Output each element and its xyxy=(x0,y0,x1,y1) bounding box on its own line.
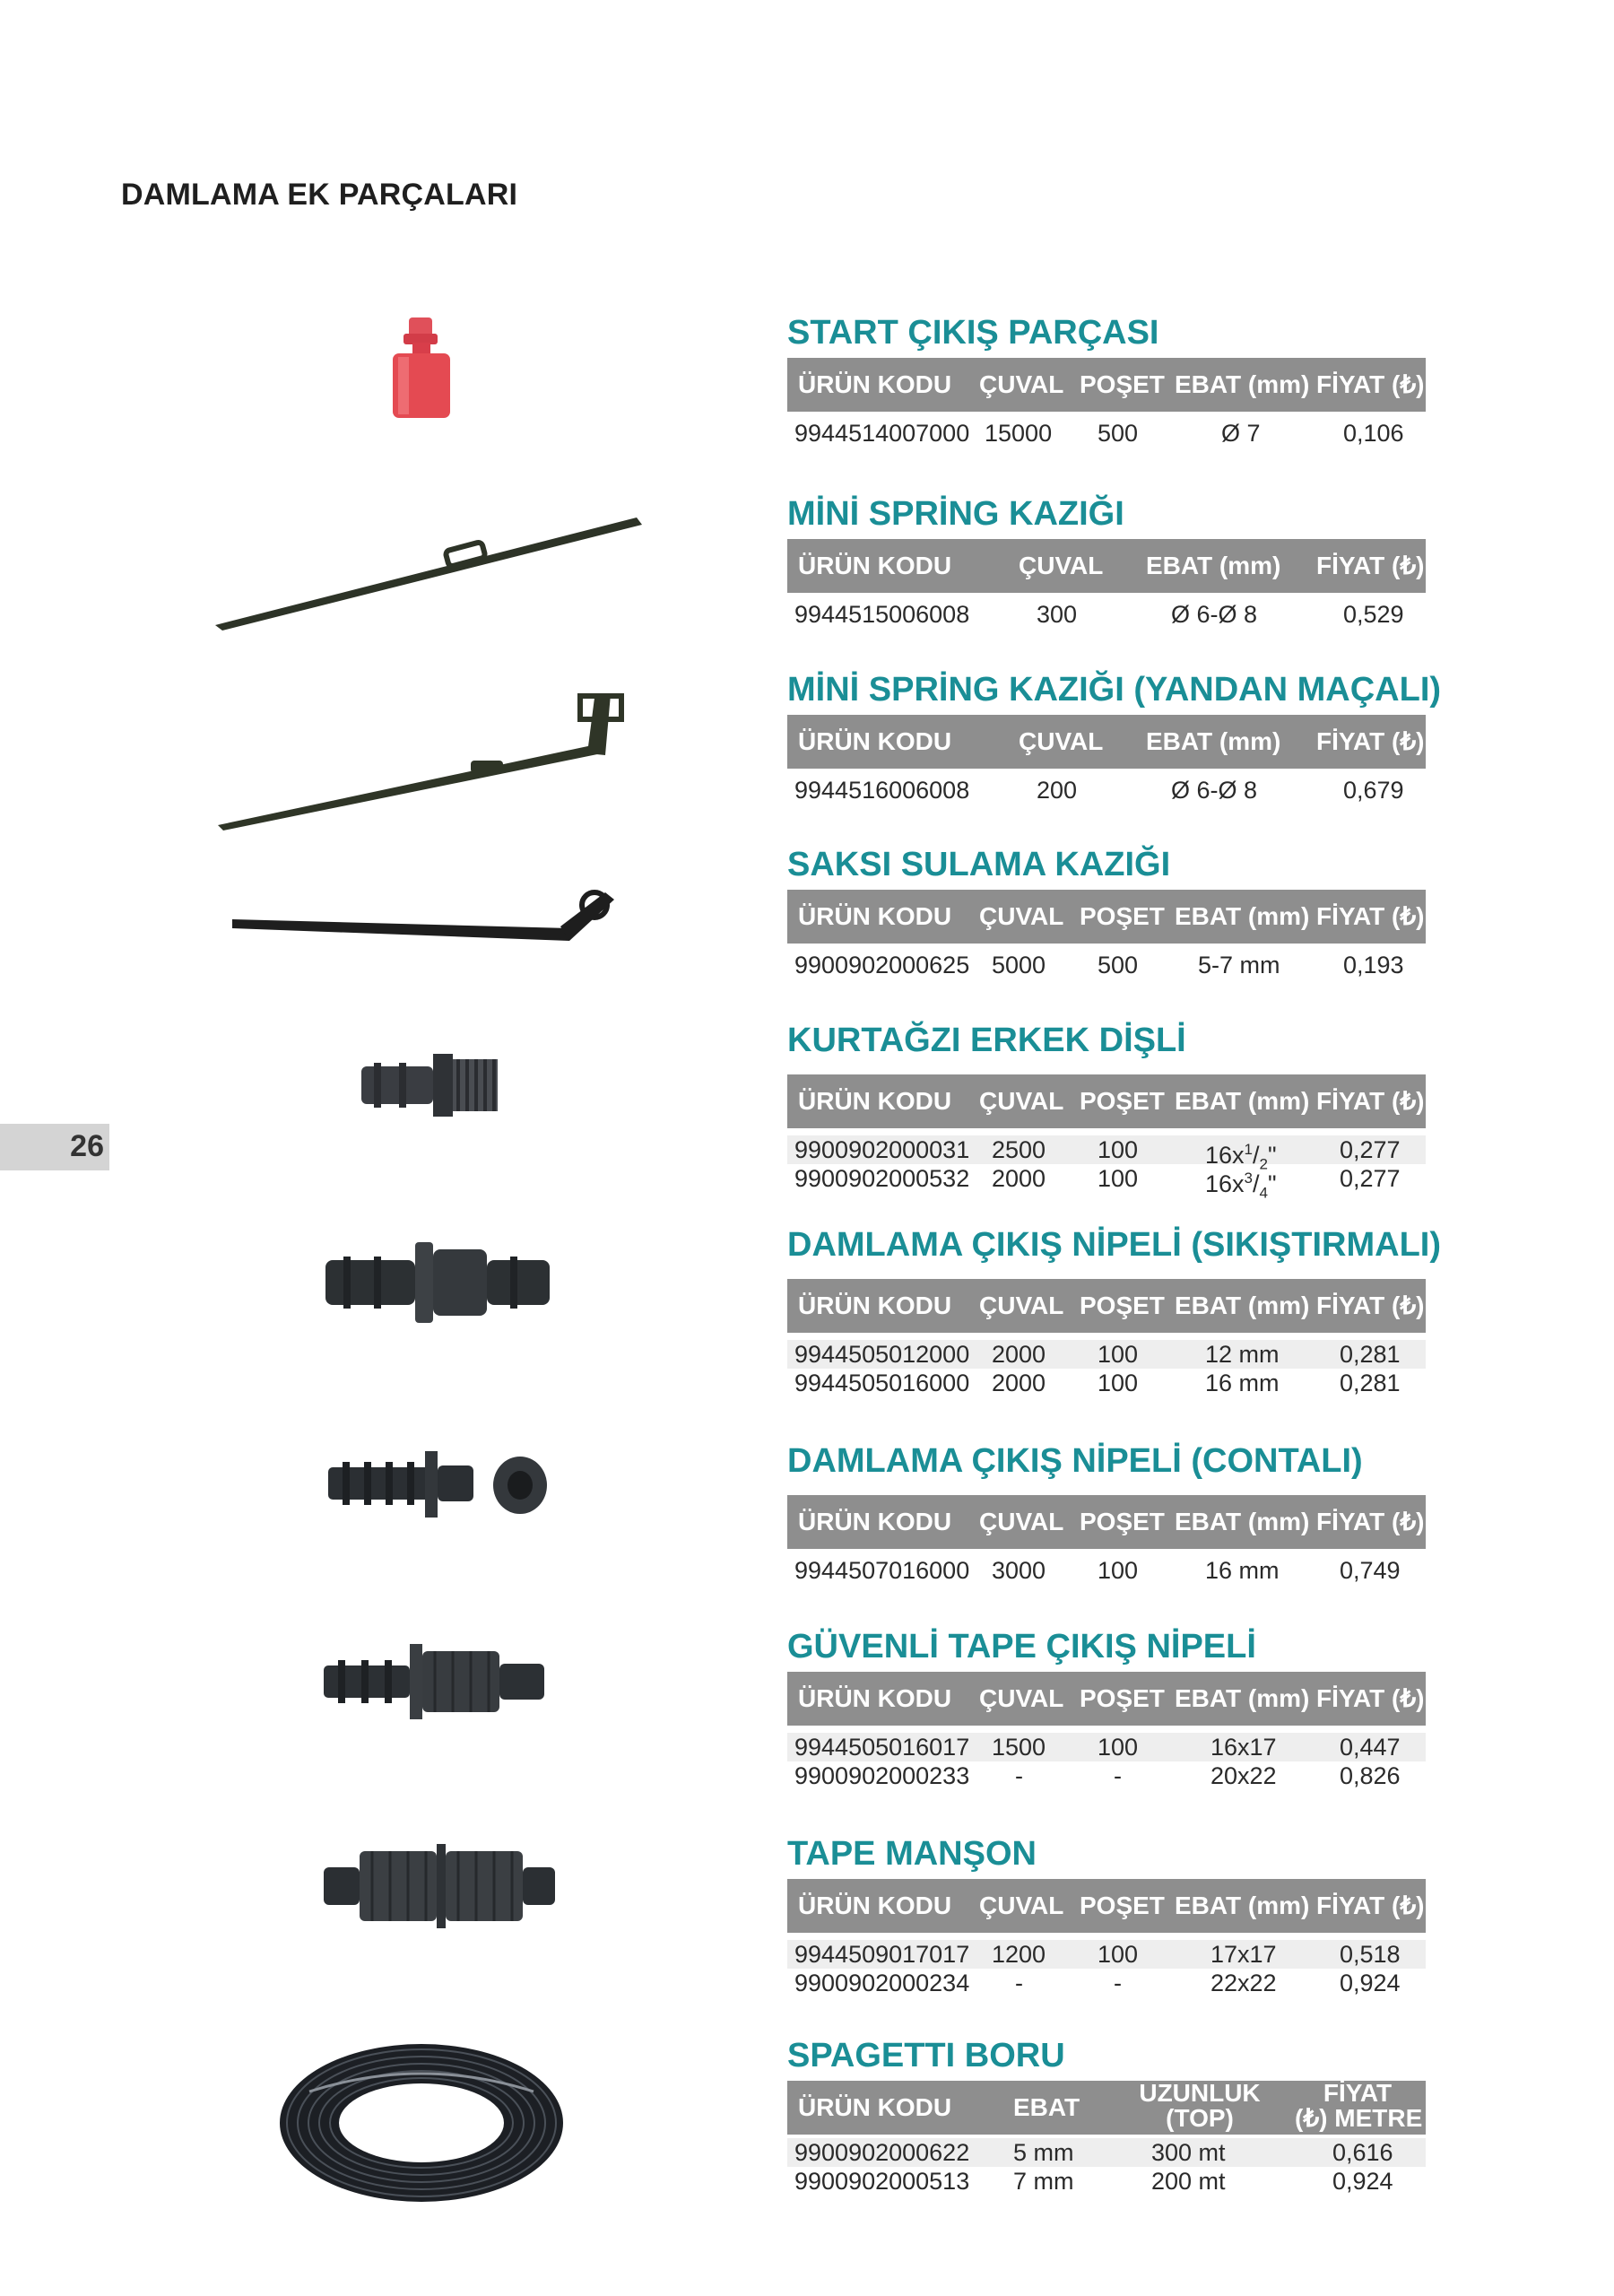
header-poset: POŞET xyxy=(1080,1087,1165,1115)
drip-nipple-compression-image xyxy=(318,1233,560,1332)
cell-fiyat: 0,281 xyxy=(1340,1370,1401,1396)
section-safe-tape-nipple xyxy=(787,1622,1426,1790)
cell-cuval: 2000 xyxy=(992,1341,1046,1368)
header-poset: POŞET xyxy=(1080,1684,1165,1712)
header-ebat: EBAT (mm) xyxy=(1175,1087,1310,1115)
cell-fiyat: 0,277 xyxy=(1340,1165,1401,1192)
page-title: DAMLAMA EK PARÇALARI xyxy=(121,178,518,212)
section-start-fitting xyxy=(787,308,1426,448)
cell-cuval: 1200 xyxy=(992,1941,1046,1968)
cell-code: 9944515006008 xyxy=(794,601,970,628)
cell-uzunluk: 200 mt xyxy=(1151,2168,1226,2195)
table-header xyxy=(787,1879,1426,1933)
header-code: ÜRÜN KODU xyxy=(798,1892,952,1919)
table-row xyxy=(787,1164,1426,1202)
cell-fiyat: 0,826 xyxy=(1340,1762,1401,1789)
cell-fiyat: 0,281 xyxy=(1340,1341,1401,1368)
table-header xyxy=(787,539,1426,593)
cell-ebat: Ø 6-Ø 8 xyxy=(1171,777,1258,804)
cell-code: 9944505016017 xyxy=(794,1734,970,1761)
header-code: ÜRÜN KODU xyxy=(798,552,952,579)
cell-cuval: 2500 xyxy=(992,1136,1046,1163)
header-fiyat: FİYAT (₺) xyxy=(1316,552,1425,579)
cell-fiyat: 0,616 xyxy=(1332,2139,1393,2166)
header-code: ÜRÜN KODU xyxy=(798,1292,952,1319)
table-row xyxy=(787,2138,1426,2167)
header-poset: POŞET xyxy=(1080,1292,1165,1319)
header-ebat: EBAT (mm) xyxy=(1146,727,1281,755)
cell-ebat: 20x22 xyxy=(1210,1762,1277,1789)
table-row xyxy=(787,951,1426,979)
header-ebat: EBAT (mm) xyxy=(1175,1508,1310,1535)
table-row xyxy=(787,1969,1426,1997)
section-mini-spring-stake-side xyxy=(787,665,1442,804)
table-header xyxy=(787,1279,1426,1333)
mini-spring-stake-side-image xyxy=(211,682,632,834)
cell-cuval: 200 xyxy=(1037,777,1078,804)
cell-cuval: - xyxy=(1015,1762,1023,1789)
section-drip-nipple-gasket xyxy=(787,1436,1426,1585)
table-body xyxy=(787,1556,1426,1585)
table-body xyxy=(787,419,1426,448)
header-cuval: ÇUVAL xyxy=(979,1292,1064,1319)
cell-poset: 100 xyxy=(1098,1370,1139,1396)
cell-code: 9944505012000 xyxy=(794,1341,970,1368)
header-code: ÜRÜN KODU xyxy=(798,1087,952,1115)
cell-fiyat: 0,106 xyxy=(1343,420,1404,447)
header-cuval: ÇUVAL xyxy=(979,1892,1064,1919)
table-header xyxy=(787,2081,1426,2135)
header-fiyat: FİYAT (₺) xyxy=(1316,902,1425,930)
section-male-thread-barb xyxy=(787,1015,1426,1202)
cell-ebat: 22x22 xyxy=(1210,1970,1277,1996)
cell-code: 9900902000234 xyxy=(794,1970,970,1996)
cell-poset: 100 xyxy=(1098,1165,1139,1192)
cell-cuval: 2000 xyxy=(992,1165,1046,1192)
male-thread-barb-image xyxy=(354,1045,507,1126)
table-body xyxy=(787,1340,1426,1397)
start-fitting-image xyxy=(377,314,466,430)
cell-cuval: 300 xyxy=(1037,601,1078,628)
cell-fiyat: 0,924 xyxy=(1332,2168,1393,2195)
cell-poset: 100 xyxy=(1098,1941,1139,1968)
table-header xyxy=(787,358,1426,412)
cell-poset: 100 xyxy=(1098,1557,1139,1584)
cell-code: 9944516006008 xyxy=(794,777,970,804)
cell-ebat: $16x^1/_2$" xyxy=(1205,1141,1277,1173)
cell-fiyat: 0,193 xyxy=(1343,952,1404,978)
header-fiyat: FİYAT (₺) xyxy=(1316,1508,1425,1535)
header-code: ÜRÜN KODU xyxy=(798,1508,952,1535)
table-body xyxy=(787,776,1426,804)
header-fiyat: FİYAT (₺) xyxy=(1316,1684,1425,1712)
cell-poset: 100 xyxy=(1098,1136,1139,1163)
table-body xyxy=(787,1135,1426,1202)
header-ebat: EBAT (mm) xyxy=(1146,552,1281,579)
table-body xyxy=(787,1940,1426,1997)
section-title: MİNİ SPRİNG KAZIĞI xyxy=(787,495,1124,533)
pot-irrigation-stake-image xyxy=(229,874,623,955)
header-cuval: ÇUVAL xyxy=(979,1508,1064,1535)
cell-ebat: $16x^3/_4$" xyxy=(1205,1170,1277,1202)
cell-code: 9900902000625 xyxy=(794,952,970,978)
cell-fiyat: 0,518 xyxy=(1340,1941,1401,1968)
cell-fiyat: 0,529 xyxy=(1343,601,1404,628)
header-cuval: ÇUVAL xyxy=(979,902,1064,930)
cell-ebat: 5 mm xyxy=(1013,2139,1074,2166)
table-body xyxy=(787,600,1426,629)
table-row xyxy=(787,1733,1426,1761)
cell-fiyat: 0,447 xyxy=(1340,1734,1401,1761)
cell-fiyat: 0,924 xyxy=(1340,1970,1401,1996)
section-tape-coupling xyxy=(787,1829,1426,1997)
cell-ebat: 12 mm xyxy=(1205,1341,1280,1368)
table-body xyxy=(787,951,1426,979)
header-code: ÜRÜN KODU xyxy=(798,2093,952,2121)
table-row xyxy=(787,776,1426,804)
header-code: ÜRÜN KODU xyxy=(798,902,952,930)
section-title: SAKSI SULAMA KAZIĞI xyxy=(787,846,1171,883)
cell-code: 9944509017017 xyxy=(794,1941,970,1968)
section-title: GÜVENLİ TAPE ÇIKIŞ NİPELİ xyxy=(787,1628,1256,1665)
section-title: MİNİ SPRİNG KAZIĞI (YANDAN MAÇALI) xyxy=(787,671,1442,709)
header-fiyat: FİYAT (₺) xyxy=(1316,1292,1425,1319)
cell-code: 9900902000532 xyxy=(794,1165,970,1192)
cell-code: 9944514007000 xyxy=(794,420,970,447)
header-ebat: EBAT (mm) xyxy=(1175,1892,1310,1919)
section-mini-spring-stake xyxy=(787,489,1426,629)
header-uzunluk: UZUNLUK (TOP) xyxy=(1139,2079,1261,2132)
cell-code: 9944507016000 xyxy=(794,1557,970,1584)
section-title: START ÇIKIŞ PARÇASI xyxy=(787,314,1159,352)
header-cuval: ÇUVAL xyxy=(979,1087,1064,1115)
cell-cuval: 3000 xyxy=(992,1557,1046,1584)
header-poset: POŞET xyxy=(1080,370,1165,398)
header-ebat: EBAT (mm) xyxy=(1175,902,1310,930)
cell-poset: - xyxy=(1114,1762,1122,1789)
cell-code: 9900902000513 xyxy=(794,2168,970,2195)
cell-code: 9944505016000 xyxy=(794,1370,970,1396)
cell-code: 9900902000622 xyxy=(794,2139,970,2166)
header-fiyat-metre: FİYAT (₺) METRE xyxy=(1295,2079,1423,2132)
section-title: SPAGETTI BORU xyxy=(787,2037,1065,2074)
table-row xyxy=(787,1135,1426,1173)
table-body xyxy=(787,2138,1426,2196)
header-cuval: ÇUVAL xyxy=(1019,727,1104,755)
header-code: ÜRÜN KODU xyxy=(798,370,952,398)
header-ebat: EBAT (mm) xyxy=(1175,1684,1310,1712)
cell-ebat: 7 mm xyxy=(1013,2168,1074,2195)
header-cuval: ÇUVAL xyxy=(979,370,1064,398)
mini-spring-stake-image xyxy=(206,507,655,632)
header-fiyat: FİYAT (₺) xyxy=(1316,370,1425,398)
section-title: KURTAĞZI ERKEK DİŞLİ xyxy=(787,1022,1186,1059)
header-code: ÜRÜN KODU xyxy=(798,727,952,755)
cell-cuval: 2000 xyxy=(992,1370,1046,1396)
cell-cuval: 15000 xyxy=(985,420,1053,447)
section-pot-irrigation-stake xyxy=(787,839,1426,979)
cell-cuval: 5000 xyxy=(992,952,1046,978)
table-header xyxy=(787,1495,1426,1549)
section-title: TAPE MANŞON xyxy=(787,1835,1037,1873)
table-row xyxy=(787,1340,1426,1369)
cell-poset: 100 xyxy=(1098,1734,1139,1761)
header-poset: POŞET xyxy=(1080,902,1165,930)
cell-ebat: Ø 6-Ø 8 xyxy=(1171,601,1258,628)
page-number: 26 xyxy=(70,1129,104,1163)
section-title: DAMLAMA ÇIKIŞ NİPELİ (SIKIŞTIRMALI) xyxy=(787,1226,1441,1264)
cell-ebat: 16 mm xyxy=(1205,1557,1280,1584)
cell-fiyat: 0,749 xyxy=(1340,1557,1401,1584)
header-poset: POŞET xyxy=(1080,1508,1165,1535)
header-fiyat: FİYAT (₺) xyxy=(1316,727,1425,755)
section-drip-nipple-compression xyxy=(787,1220,1441,1397)
cell-poset: 500 xyxy=(1098,420,1139,447)
cell-poset: 100 xyxy=(1098,1341,1139,1368)
table-row xyxy=(787,600,1426,629)
cell-ebat: 5-7 mm xyxy=(1198,952,1280,978)
table-row xyxy=(787,1556,1426,1585)
cell-ebat: 16x17 xyxy=(1210,1734,1277,1761)
page-tab xyxy=(0,1124,109,1170)
header-cuval: ÇUVAL xyxy=(1019,552,1104,579)
header-ebat: EBAT (mm) xyxy=(1175,1292,1310,1319)
cell-ebat: Ø 7 xyxy=(1221,420,1261,447)
header-cuval: ÇUVAL xyxy=(979,1684,1064,1712)
table-body xyxy=(787,1733,1426,1790)
cell-code: 9900902000031 xyxy=(794,1136,970,1163)
cell-cuval: - xyxy=(1015,1970,1023,1996)
cell-ebat: 17x17 xyxy=(1210,1941,1277,1968)
table-header xyxy=(787,890,1426,944)
header-fiyat: FİYAT (₺) xyxy=(1316,1892,1425,1919)
table-header xyxy=(787,1074,1426,1128)
cell-fiyat: 0,679 xyxy=(1343,777,1404,804)
table-header xyxy=(787,1672,1426,1726)
header-fiyat: FİYAT (₺) xyxy=(1316,1087,1425,1115)
header-code: ÜRÜN KODU xyxy=(798,1684,952,1712)
drip-nipple-gasket-image xyxy=(325,1444,558,1525)
cell-poset: - xyxy=(1114,1970,1122,1996)
header-ebat: EBAT (mm) xyxy=(1175,370,1310,398)
section-spaghetti-pipe xyxy=(787,2031,1426,2196)
table-row xyxy=(787,419,1426,448)
table-row xyxy=(787,1940,1426,1969)
safe-tape-nipple-image xyxy=(318,1637,551,1726)
cell-uzunluk: 300 mt xyxy=(1151,2139,1226,2166)
cell-fiyat: 0,277 xyxy=(1340,1136,1401,1163)
header-poset: POŞET xyxy=(1080,1892,1165,1919)
header-ebat: EBAT xyxy=(1013,2093,1080,2121)
spaghetti-pipe-coil-image xyxy=(273,2038,569,2208)
table-row xyxy=(787,1369,1426,1397)
cell-poset: 500 xyxy=(1098,952,1139,978)
cell-code: 9900902000233 xyxy=(794,1762,970,1789)
table-header xyxy=(787,715,1426,769)
tape-coupling-image xyxy=(318,1837,560,1935)
table-row xyxy=(787,2167,1426,2196)
section-title: DAMLAMA ÇIKIŞ NİPELİ (CONTALI) xyxy=(787,1442,1363,1480)
table-row xyxy=(787,1761,1426,1790)
cell-ebat: 16 mm xyxy=(1205,1370,1280,1396)
cell-cuval: 1500 xyxy=(992,1734,1046,1761)
